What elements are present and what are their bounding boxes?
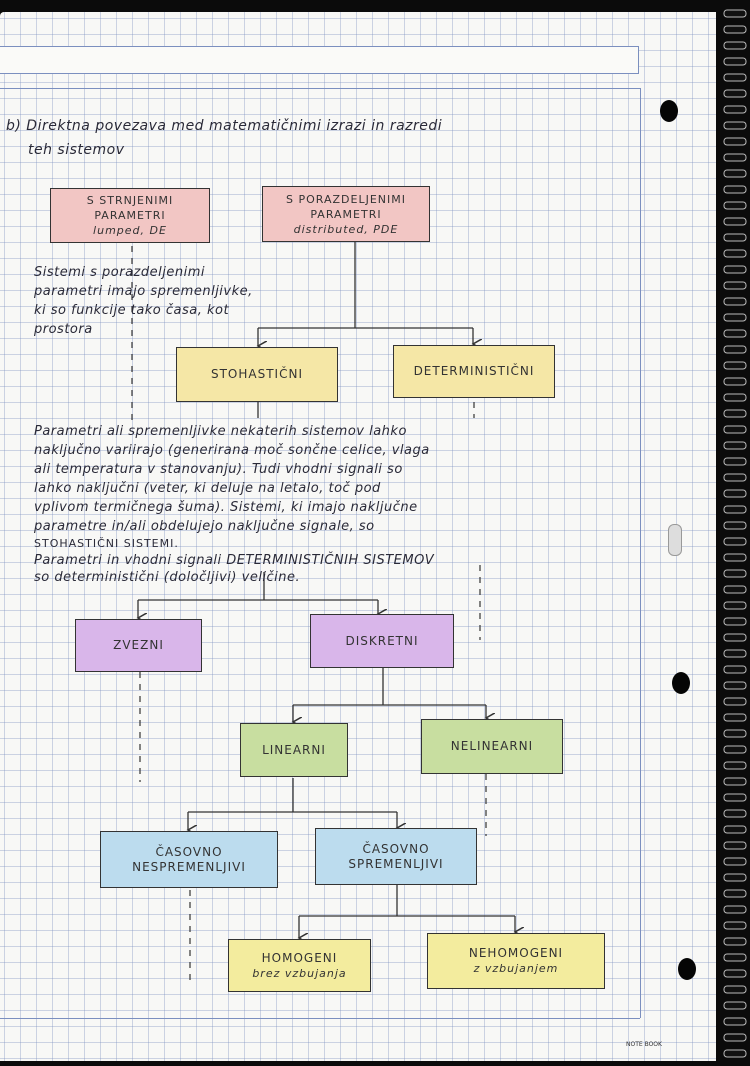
spiral-coil: [724, 986, 746, 993]
notebook-brand: NOTE BOOK: [626, 1041, 662, 1048]
spiral-coil: [724, 346, 746, 353]
spiral-coil: [724, 202, 746, 209]
box-lumped-line3: lumped, DE: [93, 224, 167, 237]
spiral-coil: [724, 858, 746, 865]
spiral-coil: [724, 218, 746, 225]
box-discrete-label: DISKRETNI: [345, 633, 419, 648]
spiral-coil: [724, 42, 746, 49]
box-time-invariant-line1: ČASOVNO: [155, 844, 223, 859]
spiral-coil: [724, 522, 746, 529]
box-distributed-line3: distributed, PDE: [293, 222, 399, 236]
heading-line-1: b) Direktna povezava med matematičnimi izrazi in razredi: [6, 118, 443, 134]
spiral-coil: [724, 314, 746, 321]
spiral-coil: [724, 10, 746, 17]
spiral-coil: [724, 890, 746, 897]
spiral-coil: [724, 842, 746, 849]
box-lumped-line2: PARAMETRI: [94, 209, 166, 222]
paragraph-line7: STOHASTIČNI SISTEMI.: [34, 537, 179, 550]
box-time-variant-line2: SPREMENLJIVI: [348, 856, 444, 871]
spiral-coil: [724, 186, 746, 193]
spiral-coil: [724, 570, 746, 577]
spiral-coil: [724, 266, 746, 273]
spiral-coils: [716, 0, 750, 1061]
box-nonlinear: [421, 719, 563, 774]
spiral-coil: [724, 394, 746, 401]
box-homogeneous: [228, 939, 371, 992]
spiral-coil: [724, 938, 746, 945]
spiral-coil: [724, 1002, 746, 1009]
paragraph-line3: ali temperatura v stanovanju). Tudi vhodni signali so: [34, 462, 403, 477]
box-stochastic-label: STOHASTIČNI: [210, 367, 303, 381]
box-lumped-line1: S STRNJENIMI: [86, 194, 174, 207]
box-continuous: [75, 619, 202, 672]
box-nonlinear-label: NELINEARNI: [450, 739, 534, 753]
spiral-coil: [724, 826, 746, 833]
paragraph-line4: lahko naključni (veter, ki deluje na letalo, toč pod: [34, 481, 381, 496]
box-nonhomogeneous-line1: NEHOMOGENI: [468, 946, 564, 960]
note-distributed-line2: parametri imajo spremenljivke,: [34, 284, 253, 299]
box-discrete: [310, 614, 454, 668]
box-time-invariant-line2: NESPREMENLJIVI: [132, 859, 246, 874]
spiral-coil: [724, 282, 746, 289]
spiral-coil: [724, 298, 746, 305]
paragraph-line9: so deterministični (določljivi) veličine.: [34, 570, 301, 585]
box-deterministic: [393, 345, 555, 398]
spiral-coil: [724, 666, 746, 673]
spiral-coil: [724, 970, 746, 977]
box-lumped-parameters: [50, 188, 210, 243]
box-time-variant: [315, 828, 477, 885]
paragraph-line1: Parametri ali spremenljivke nekaterih sistemov lahko: [34, 424, 407, 439]
spiral-coil: [724, 586, 746, 593]
spiral-coil: [724, 778, 746, 785]
spiral-coil: [724, 458, 746, 465]
spiral-coil: [724, 426, 746, 433]
spiral-coil: [724, 650, 746, 657]
spiral-coil: [724, 602, 746, 609]
box-homogeneous-line2: brez vzbujanja: [252, 966, 347, 980]
spiral-coil: [724, 58, 746, 65]
box-distributed-line2: PARAMETRI: [310, 207, 382, 221]
spiral-coil: [724, 170, 746, 177]
spiral-coil: [724, 90, 746, 97]
note-distributed-line3: ki so funkcije tako časa, kot: [34, 303, 230, 318]
heading-line-2: teh sistemov: [28, 142, 125, 158]
spiral-coil: [724, 234, 746, 241]
spiral-coil: [724, 74, 746, 81]
box-linear-label: LINEARNI: [262, 742, 326, 757]
spiral-coil: [724, 1034, 746, 1041]
spiral-coil: [724, 442, 746, 449]
spiral-coil: [724, 794, 746, 801]
spiral-coil: [724, 250, 746, 257]
spiral-coil: [724, 730, 746, 737]
box-nonhomogeneous: [427, 933, 605, 989]
note-distributed-line1: Sistemi s porazdeljenimi: [34, 265, 205, 280]
spiral-coil: [724, 746, 746, 753]
spiral-coil: [724, 138, 746, 145]
spiral-coil: [724, 538, 746, 545]
spiral-coil: [724, 762, 746, 769]
paragraph-line8: Parametri in vhodni signali DETERMINISTIČNIH SISTEMOV: [34, 553, 435, 568]
spiral-coil: [724, 874, 746, 881]
box-distributed-line1: S PORAZDELJENIMI: [286, 192, 406, 206]
box-deterministic-label: DETERMINISTIČNI: [413, 364, 535, 378]
spiral-coil: [724, 922, 746, 929]
box-nonhomogeneous-line2: z vzbujanjem: [473, 962, 559, 975]
spiral-coil: [724, 698, 746, 705]
spiral-coil: [724, 474, 746, 481]
spiral-coil: [724, 1050, 746, 1057]
spiral-coil: [724, 26, 746, 33]
box-distributed-parameters: [262, 186, 430, 242]
spiral-coil: [724, 410, 746, 417]
spiral-coil: [724, 106, 746, 113]
spiral-coil: [724, 122, 746, 129]
spiral-coil: [724, 154, 746, 161]
spiral-binding: [716, 0, 750, 1061]
spiral-coil: [724, 618, 746, 625]
box-time-invariant: [100, 831, 278, 888]
box-stochastic: [176, 347, 338, 402]
box-time-variant-line1: ČASOVNO: [362, 841, 430, 856]
spiral-coil: [724, 490, 746, 497]
spiral-coil: [724, 906, 746, 913]
spiral-coil: [724, 378, 746, 385]
spiral-coil: [724, 554, 746, 561]
spiral-coil: [724, 362, 746, 369]
spiral-coil: [724, 682, 746, 689]
spiral-coil: [724, 1018, 746, 1025]
spiral-coil: [724, 330, 746, 337]
paragraph-line2: naključno variirajo (generirana moč sončne celice, vlaga: [34, 443, 430, 458]
spiral-coil: [724, 810, 746, 817]
spiral-coil: [724, 506, 746, 513]
box-homogeneous-line1: HOMOGENI: [261, 950, 338, 965]
box-continuous-label: ZVEZNI: [113, 638, 164, 652]
spiral-coil: [724, 634, 746, 641]
spiral-coil: [724, 954, 746, 961]
paragraph-line6: parametre in/ali obdelujejo naključne signale, so: [34, 519, 375, 534]
note-distributed-line4: prostora: [34, 322, 93, 337]
box-linear: [240, 723, 348, 777]
paragraph-line5: vplivom termičnega šuma). Sistemi, ki imajo naključne: [34, 500, 418, 515]
spiral-coil: [724, 714, 746, 721]
